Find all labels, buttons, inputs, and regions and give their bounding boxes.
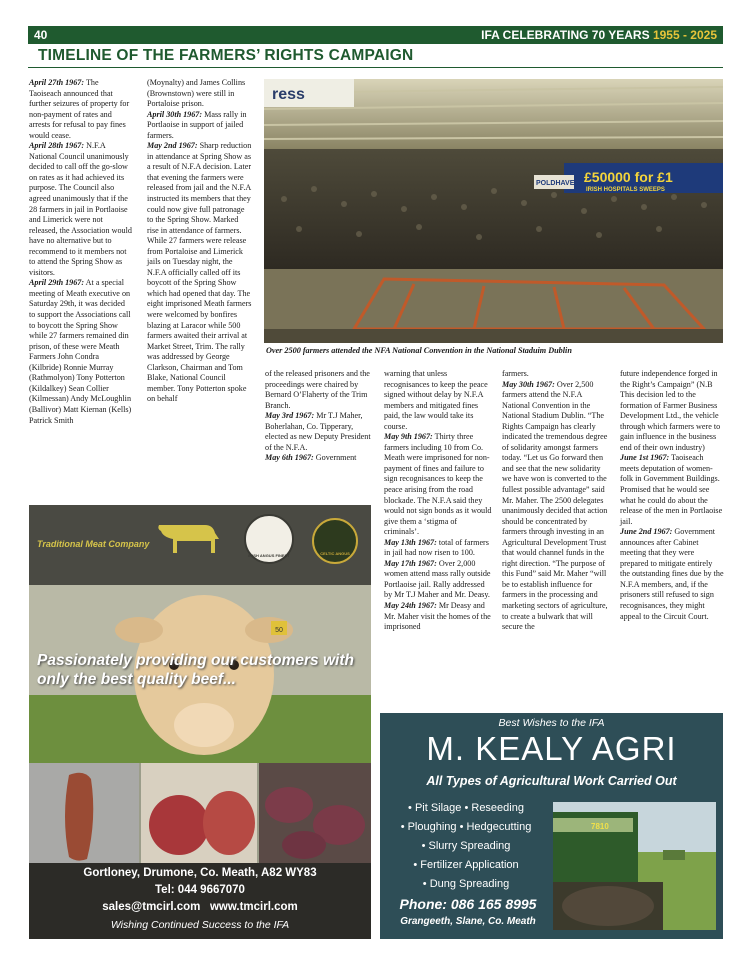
publication-title [481, 28, 717, 42]
kealy-best-wishes: Best Wishes to the IFA [498, 717, 605, 729]
meat-phone: Tel: 044 9667070 [155, 884, 245, 896]
stand-sign: POLDHAVE [536, 180, 575, 187]
article-column-1 [29, 78, 132, 426]
timeline-date: May 6th 1967: [265, 453, 314, 463]
badge-1-label: IRISH ANGUS FINEST [248, 553, 290, 558]
timeline-text: farmers. [502, 369, 529, 378]
kealy-agri-ad [380, 713, 723, 939]
timeline-text: Government announces after Cabinet meeting that they were prepared to mitigate entirely the outstanding fines due by the N.F.A members, and, if the prisoners still refused to sign recognisances, they might appeal to the Circuit Court. [620, 527, 724, 621]
timeline-date: April 29th 1967: [29, 278, 85, 288]
timeline-entry [265, 453, 372, 464]
timeline-entry [620, 369, 724, 453]
timeline-text: Mr T.J Maher, Boherlahan, Co. Tipperary, elected as new Deputy President of the N.F.A. [265, 411, 371, 452]
tractor-photo [553, 802, 716, 930]
article-column-6 [620, 369, 724, 622]
timeline-entry [29, 278, 132, 426]
service-item: • Pit Silage • Reseeding [408, 802, 524, 814]
timeline-entry [384, 369, 492, 432]
timeline-text: Over 2,500 farmers attend the N.F.A National Convention in the National Stadium Dublin. “The Rights Campaign has clearly indicated the tremendous degree of solidarity amongst farmers today. “Let us Go forward then and see that the new solidarity we have won is converted to the fullest possible advantage” said Mr. Maher. The 2500 delegates unanimously decided that action should be concentrated by farmers through investing in an Agricultural Development Trust that would channel funds in the right direction. “The purpose of this Fund” said Mr. Maher “will be to establish influence for farmers in the processing and marketing sectors of agriculture, to create a bulwark that will secure the [502, 379, 608, 632]
timeline-date: April 30th 1967: [147, 109, 203, 119]
kealy-services [380, 799, 552, 894]
celtic-angus-badge-icon [313, 519, 357, 563]
kealy-name: M. KEALY AGRI [426, 730, 677, 767]
timeline-text: N.F.A National Council unanimously decided to call off the go-slow on rates as it had achieved its purpose. The Council also agreed unanimously that if the 28 farmers in jail in Portlaoise and Limerick were not released, the Association would have no alternative but to recommend to it members not to attend the Spring Show as visitors. [29, 141, 132, 277]
article-column-2 [147, 78, 252, 405]
kealy-subtitle: All Types of Agricultural Work Carried Out [426, 774, 677, 788]
meat-web: sales@tmcirl.com www.tmcirl.com [102, 901, 298, 913]
timeline-date: May 13th 1967: [384, 537, 437, 547]
timeline-text: Government [313, 453, 357, 463]
timeline-text: Taoiseach meets deputation of women-folk in Government Buildings. Promised that he would see what he could do about the release of the men in Portlaoise jail. [620, 453, 723, 526]
timeline-text: total of farmers in jail had now risen to 100. [384, 537, 489, 558]
service-item: • Dung Spreading [422, 878, 510, 890]
article-column-5 [502, 369, 609, 633]
timeline-text: Over 2,000 women attend mass rally outside Portlaoise jail. Rally addressed by Mr T.J Maher and Mr. Deasy. [384, 558, 491, 600]
timeline-date: June 1st 1967: [620, 453, 670, 463]
ear-tag: 50 [275, 627, 283, 634]
timeline-entry [147, 141, 252, 405]
timeline-entry [29, 78, 132, 141]
convention-photo-illustration [264, 79, 723, 343]
timeline-entry [384, 432, 492, 537]
timeline-date: May 30th 1967: [502, 379, 555, 389]
timeline-entry [384, 559, 492, 601]
publication-years: 1955 - 2025 [652, 28, 717, 42]
article-column-4 [384, 369, 492, 633]
timeline-text: (Moynalty) and James Collins (Brownstown) were still in Portaloise prison. [147, 78, 246, 109]
steak-photo-2 [149, 795, 209, 855]
badge-2-label: CELTIC ANGUS [320, 551, 350, 556]
timeline-date: June 2nd 1967: [620, 527, 673, 537]
page-number: 40 [34, 28, 48, 42]
meat-tagline: Passionately providing our customers with only the best quality beef... [37, 652, 354, 688]
kealy-address: Grangeeth, Slane, Co. Meath [400, 916, 536, 927]
timeline-text: At a special meeting of Meath executive on Saturday 29th, it was decided to support the Associations call to boycott the Spring Show while 27 farmers remained din prison, of these were Meath Farmers John Condra (Kilbride) Ronnie Murray (Rathmolyon) Tony Potterton (Kildalkey) Sean Collier (Kilmessan) Andy McLoughlin (Ballivor) Matt Kiernan (Kells) Patrick Smith [29, 278, 132, 425]
meat-company-ad [29, 505, 371, 939]
convention-photo [264, 79, 723, 343]
timeline-text: Sharp reduction in attendance at Spring Show as a result of N.F.A decision. Later that evening the farmers were released from jail and the N.F.A instructed its members that they could now give full patronage to the Spring Show. Marked rise in attendance of farmers. While 27 farmers were release from Portaloise and Limerick jails on Tuesday night, the N.F.A officially called off its boycott of the Spring Show which had opened that day. The eight imprisoned Meath farmers were welcomed by bonfires blazing at Laracor while 500 farmers awaited their arrival at Market Street, Trim. The rally was addressed by George Clarkson, Chairman and Tom Blake, National Council member. Tony Potterton spoke on behalf [147, 141, 252, 404]
timeline-text: Mr Deasy and Mr. Maher visit the homes of the imprisoned [384, 601, 491, 632]
timeline-entry [502, 380, 609, 633]
timeline-text: Mass rally in Portlaoise in support of jailed farmers. [147, 109, 247, 140]
page-headline: TIMELINE OF THE FARMERS’ RIGHTS CAMPAIGN [38, 47, 414, 64]
timeline-entry [384, 538, 492, 559]
timeline-text: The Taoiseach announced that further seizures of property for non-payment of rates and arrests for refusal to pay fines would cease. [29, 78, 130, 140]
steak-photo-3 [265, 787, 313, 823]
headline-rule [28, 67, 723, 68]
header-bar [28, 26, 723, 44]
timeline-text: Thirty three farmers including 10 from Co. Meath were imprisoned for non-payment of fines and failure to sign recognisances to keep the peace arising from the road blockade. The N.F.A said they would not sign bonds as it would give them a ‘stigma of criminals’. [384, 432, 492, 537]
timeline-entry [147, 78, 252, 110]
timeline-text: of the released prisoners and the proceedings were chaired by Bernard O’Flaherty of the Trim Branch. [265, 369, 370, 410]
timeline-date: April 28th 1967: [29, 141, 85, 151]
service-item: • Slurry Spreading [421, 840, 511, 852]
timeline-date: May 24th 1967: [384, 601, 437, 611]
kealy-phone: Phone: 086 165 8995 [399, 896, 537, 912]
meat-brand: Traditional Meat Company [37, 539, 150, 549]
timeline-entry [384, 601, 492, 633]
service-item: • Fertilizer Application [413, 859, 519, 871]
timeline-entry [502, 369, 609, 380]
timeline-entry [147, 110, 252, 142]
timeline-date: May 9th 1967: [384, 432, 433, 442]
timeline-text: future independence forged in the Right’s Campaign” (N.B This decision led to the formation of Farmer Business Development Ltd., the vehicle through which farmers were to gain influence in the business end of their own industry) [620, 369, 721, 452]
timeline-text: warning that unless recognisances to keep the peace signed without delay by N.F.A members and mitigated fines paid, the law would take its course. [384, 369, 488, 431]
photo-caption: Over 2500 farmers attended the NFA National Convention in the National Staduim Dublin [266, 346, 572, 355]
timeline-entry [620, 453, 724, 527]
meat-address: Gortloney, Drumone, Co. Meath, A82 WY83 [83, 867, 317, 879]
timeline-entry [620, 527, 724, 622]
sweeps-banner: £50000 for £1 [584, 169, 673, 185]
arena-sign: ress [272, 86, 305, 103]
timeline-date: May 3rd 1967: [265, 411, 315, 421]
timeline-date: May 2nd 1967: [147, 141, 198, 151]
timeline-entry [265, 369, 372, 411]
tractor-number: 7810 [591, 822, 609, 831]
meat-wish: Wishing Continued Success to the IFA [110, 919, 290, 931]
timeline-date: May 17th 1967: [384, 558, 437, 568]
service-item: • Ploughing • Hedgecutting [400, 821, 532, 833]
timeline-date: April 27th 1967: [29, 78, 85, 87]
sweeps-banner-sub: IRISH HOSPITALS SWEEPS [586, 187, 665, 193]
publication-title-main: IFA CELEBRATING 70 YEARS [481, 28, 650, 42]
timeline-entry [265, 411, 372, 453]
article-column-3 [265, 369, 372, 464]
timeline-entry [29, 141, 132, 278]
steak-photo-1 [65, 773, 93, 861]
